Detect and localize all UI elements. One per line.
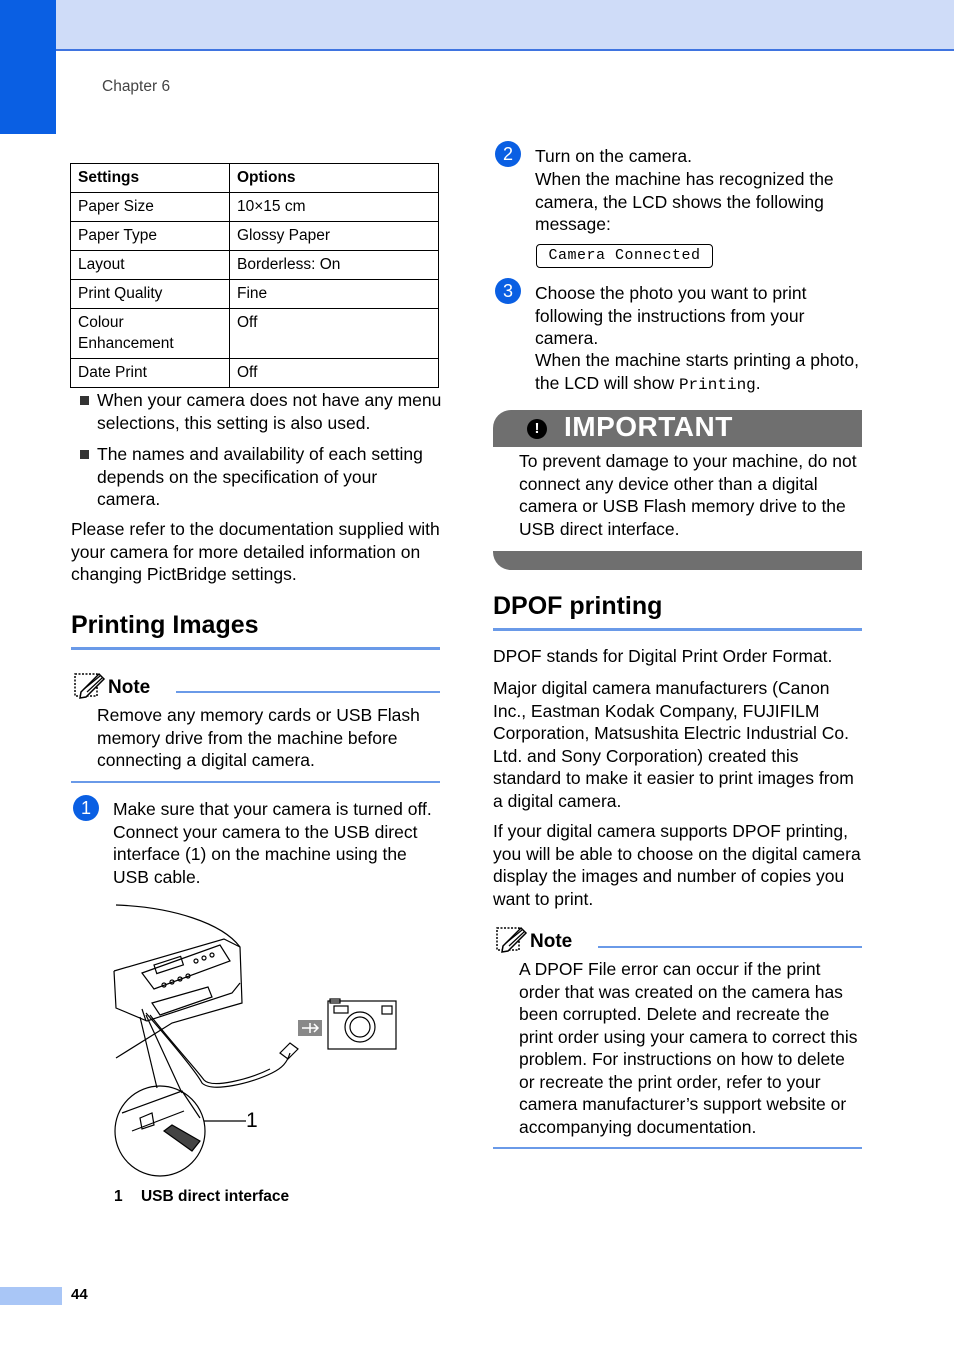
- table-cell: Fine: [230, 280, 439, 309]
- note-pencil-icon: [495, 924, 529, 954]
- table-row: [71, 251, 439, 280]
- table-cell: 10×15 cm: [230, 193, 439, 222]
- dpof-paragraph-1: DPOF stands for Digital Print Order Format.: [493, 646, 833, 666]
- settings-table: [70, 163, 439, 388]
- square-bullet-icon: [80, 396, 89, 405]
- table-header-row: [71, 164, 439, 193]
- chapter-tab: [0, 0, 56, 134]
- dpof-note-text: A DPOF File error can occur if the print order that was created on the camera has been corrupted. Delete and recreate the print order using your camera to correct this problem. For instructions on how to delete or recreate the print order, refer to your camera manufacturer’s support website or accompanying documentation.: [519, 959, 858, 1137]
- lcd-printing-text: Printing: [678, 375, 756, 394]
- list-item: [78, 389, 442, 434]
- figure-caption: [114, 1188, 289, 1206]
- step-number-badge: 1: [73, 795, 99, 821]
- bullet-text: The names and availability of each setting depends on the specification of your camera.: [97, 444, 423, 509]
- chapter-label: Chapter 6: [102, 78, 171, 95]
- heading-rule: [71, 647, 440, 650]
- table-row: [71, 359, 439, 388]
- table-cell: Paper Size: [71, 193, 230, 222]
- step3-line2: [535, 349, 860, 396]
- note-end-rule: [71, 781, 440, 783]
- table-row: [71, 309, 439, 359]
- list-item: [78, 443, 442, 511]
- note-rule: [598, 946, 862, 948]
- important-footer-bar: [493, 551, 862, 570]
- step-number-badge: 2: [495, 141, 521, 167]
- lcd-message: Camera Connected: [536, 244, 713, 268]
- step1-text: Make sure that your camera is turned off. Connect your camera to the USB direct interface (1) on the machine using the USB cable.: [113, 799, 432, 887]
- table-header-cell: Settings: [71, 164, 230, 193]
- table-header-cell: Options: [230, 164, 439, 193]
- header-band: [0, 0, 954, 51]
- dpof-paragraph-2: Major digital camera manufacturers (Canon Inc., Eastman Kodak Company, FUJIFILM Corporation, Matsushita Electric Industrial Co. Ltd. and Sony Corporation) created this standard to make it easier to print images from a digital camera.: [493, 678, 854, 811]
- section-heading: Printing Images: [71, 611, 259, 639]
- caption-text: USB direct interface: [140, 1188, 290, 1205]
- table-row: [71, 222, 439, 251]
- table-row: [71, 280, 439, 309]
- table-cell: Colour Enhancement: [71, 309, 230, 359]
- page-number: 44: [71, 1286, 88, 1303]
- note-pencil-icon: [73, 670, 107, 700]
- table-cell: Glossy Paper: [230, 222, 439, 251]
- step2-line2: When the machine has recognized the camera, the LCD shows the following message:: [535, 169, 834, 234]
- table-cell: Off: [230, 309, 439, 359]
- warning-icon: !: [527, 419, 547, 439]
- step-number-badge: 3: [495, 278, 521, 304]
- step3-period: .: [755, 372, 761, 393]
- important-title: IMPORTANT: [564, 411, 733, 442]
- table-cell: Borderless: On: [230, 251, 439, 280]
- table-cell: Paper Type: [71, 222, 230, 251]
- table-cell: Print Quality: [71, 280, 230, 309]
- note-text: Remove any memory cards or USB Flash memory drive from the machine before connecting a digital camera.: [97, 705, 420, 770]
- page-number-bar: [0, 1287, 62, 1305]
- usb-connection-illustration: [112, 903, 412, 1178]
- table-cell: Off: [230, 359, 439, 388]
- table-row: [71, 193, 439, 222]
- table-cell: Layout: [71, 251, 230, 280]
- heading-rule: [493, 628, 862, 631]
- dpof-paragraph-3: If your digital camera supports DPOF printing, you will be able to choose on the digital camera display the images and number of copies you want to print.: [493, 821, 861, 909]
- section-heading: DPOF printing: [493, 592, 663, 620]
- note-rule: [176, 691, 440, 693]
- bullet-list: [78, 389, 442, 520]
- square-bullet-icon: [80, 450, 89, 459]
- bullet-text: When your camera does not have any menu selections, this setting is also used.: [97, 390, 442, 433]
- note-label: Note: [108, 677, 151, 698]
- callout-number: 1: [246, 1109, 258, 1132]
- step2-line1: Turn on the camera.: [535, 146, 692, 166]
- table-cell: Date Print: [71, 359, 230, 388]
- step3-line1: Choose the photo you want to print following the instructions from your camera.: [535, 283, 807, 348]
- caption-number: 1: [114, 1188, 123, 1205]
- refer-paragraph: Please refer to the documentation supplied with your camera for more detailed information on changing PictBridge settings.: [71, 519, 440, 584]
- note-end-rule: [493, 1147, 862, 1149]
- important-text: To prevent damage to your machine, do not connect any device other than a digital camera or USB Flash memory drive to the USB direct interface.: [519, 451, 857, 539]
- step3-text: When the machine starts printing a photo, the LCD will show: [535, 350, 859, 393]
- note-label: Note: [530, 931, 573, 952]
